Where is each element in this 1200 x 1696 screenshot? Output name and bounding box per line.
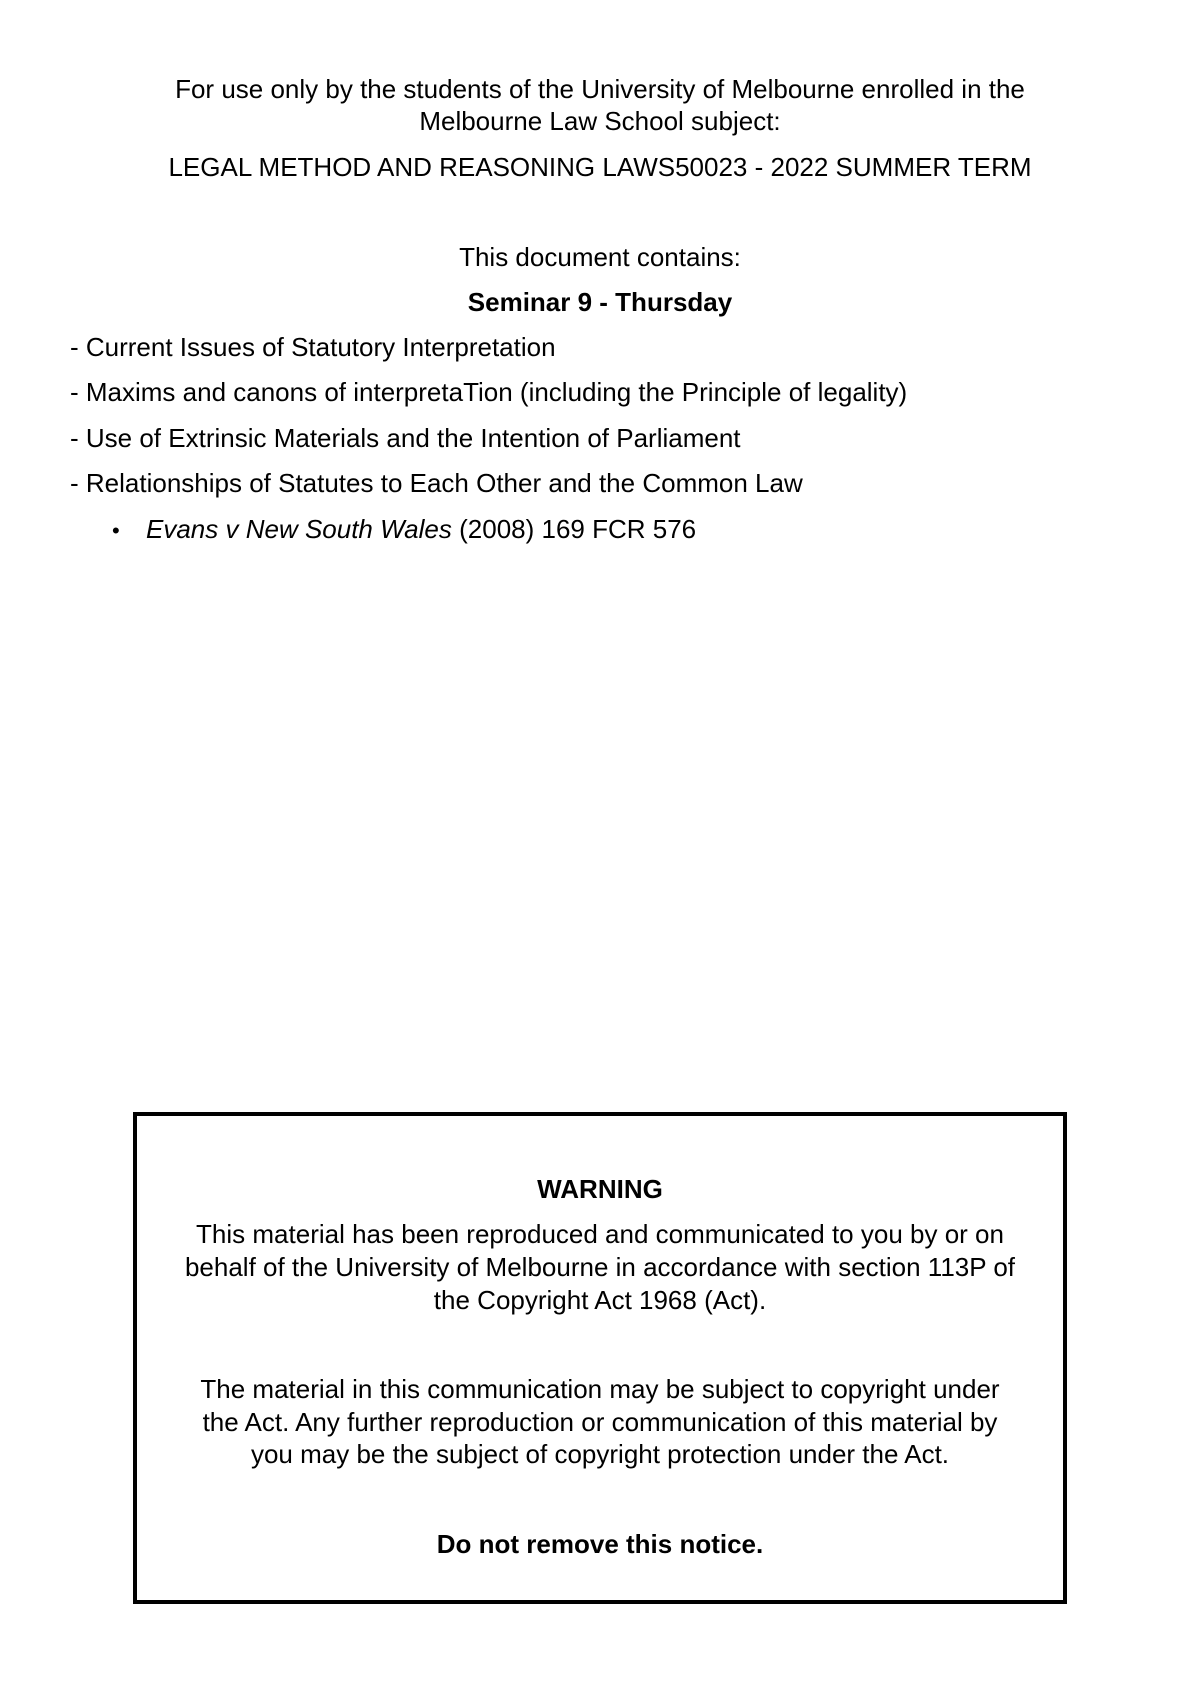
intro-line-2: Melbourne Law School subject: (419, 106, 781, 136)
warning-para1-line: behalf of the University of Melbourne in accordance with section 113P of (184, 1252, 1016, 1282)
contents-heading: This document contains: (459, 242, 741, 272)
warning-para2-line: you may be the subject of copyright protection under the Act. (250, 1439, 950, 1469)
warning-para2-line: The material in this communication may be subject to copyright under (200, 1374, 1000, 1404)
warning-title: WARNING (537, 1174, 663, 1204)
topic-item: - Maxims and canons of interpretaTion (including the Principle of legality) (70, 377, 908, 407)
topic-item: - Relationships of Statutes to Each Other and the Common Law (70, 468, 803, 498)
warning-footer: Do not remove this notice. (436, 1529, 764, 1559)
case-citation: (2008) 169 FCR 576 (451, 514, 697, 544)
warning-para2-line: the Act. Any further reproduction or communication of this material by (202, 1407, 998, 1437)
copyright-warning-box (133, 1112, 1067, 1604)
subject-title: LEGAL METHOD AND REASONING LAWS50023 - 2022 SUMMER TERM (168, 152, 1032, 182)
bullet-icon: • (112, 518, 120, 543)
topic-item: - Current Issues of Statutory Interpretation (70, 332, 556, 362)
case-name: Evans v New South Wales (146, 514, 452, 544)
warning-para1-line: the Copyright Act 1968 (Act). (433, 1285, 767, 1315)
seminar-title: Seminar 9 - Thursday (467, 287, 733, 317)
topic-item: - Use of Extrinsic Materials and the Intention of Parliament (70, 423, 741, 453)
warning-para1-line: This material has been reproduced and communicated to you by or on (196, 1219, 1004, 1249)
intro-line-1: For use only by the students of the University of Melbourne enrolled in the (175, 74, 1025, 104)
case-list-item (112, 512, 696, 548)
